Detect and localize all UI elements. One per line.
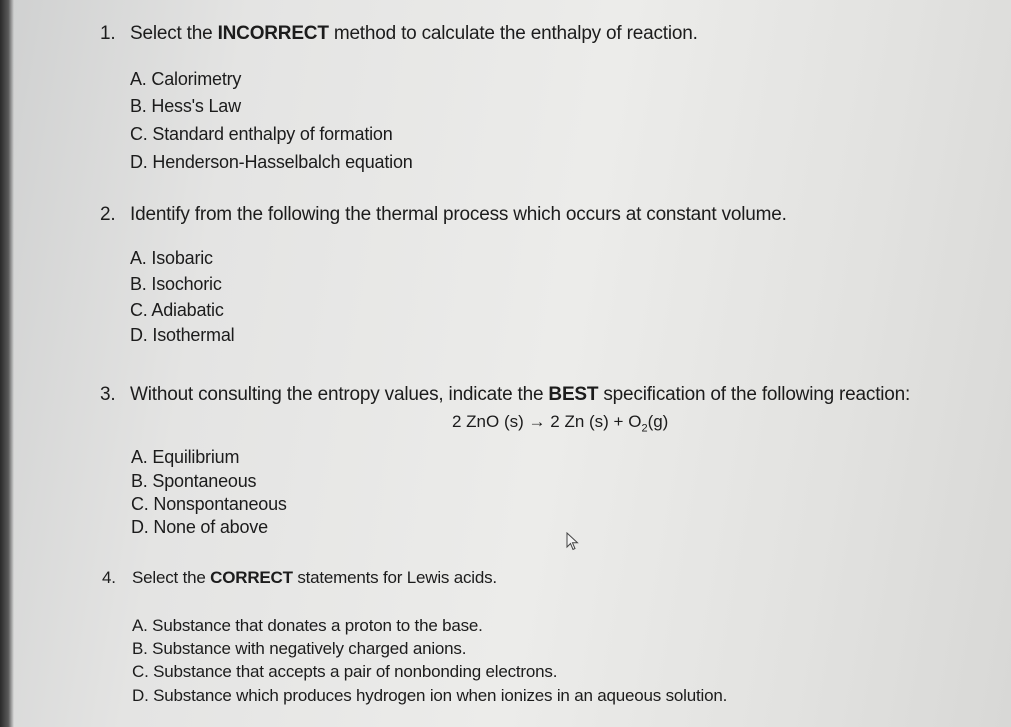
question-1-option-c[interactable]: C. Standard enthalpy of formation <box>130 124 393 144</box>
question-1-option-b[interactable]: B. Hess's Law <box>130 96 241 116</box>
question-2 <box>100 204 787 226</box>
equation-subscript: 2 <box>641 422 648 435</box>
question-emphasis: INCORRECT <box>217 23 329 44</box>
equation-products: 2 Zn (s) + O <box>550 412 642 431</box>
question-3 <box>100 384 910 406</box>
question-4-option-b[interactable]: B. Substance with negatively charged anions. <box>132 639 467 658</box>
question-3-option-c[interactable]: C. Nonspontaneous <box>131 494 287 514</box>
question-4 <box>102 568 497 588</box>
question-2-option-c[interactable]: C. Adiabatic <box>130 300 224 320</box>
question-2-option-d[interactable]: D. Isothermal <box>130 325 235 345</box>
question-1-option-a[interactable]: A. Calorimetry <box>130 69 242 89</box>
equation-state: (g) <box>647 412 669 431</box>
question-1-option-d[interactable]: D. Henderson-Hasselbalch equation <box>130 152 413 172</box>
question-emphasis: CORRECT <box>210 568 293 587</box>
question-number: 1. <box>100 23 116 44</box>
question-emphasis: BEST <box>548 384 599 405</box>
question-text: Select the <box>130 23 218 44</box>
mouse-pointer-icon <box>566 532 580 552</box>
question-number: 3. <box>100 384 116 405</box>
equation-reactant: 2 ZnO (s) <box>452 412 524 431</box>
question-4-option-c[interactable]: C. Substance that accepts a pair of nonbonding electrons. <box>132 662 558 681</box>
reaction-arrow-icon: → <box>528 412 546 431</box>
question-text: Without consulting the entropy values, indicate the <box>130 384 549 405</box>
question-number: 2. <box>100 204 116 225</box>
question-text: Select the <box>132 568 211 587</box>
question-3-option-d[interactable]: D. None of above <box>131 517 268 537</box>
question-text: method to calculate the enthalpy of reaction. <box>328 23 698 44</box>
question-text: statements for Lewis acids. <box>292 568 497 587</box>
question-2-option-b[interactable]: B. Isochoric <box>130 274 222 294</box>
question-2-option-a[interactable]: A. Isobaric <box>130 248 213 268</box>
question-text: specification of the following reaction: <box>598 384 911 405</box>
page-edge-shadow <box>0 0 14 727</box>
question-number: 4. <box>102 568 116 587</box>
question-1 <box>100 23 698 45</box>
question-4-option-a[interactable]: A. Substance that donates a proton to the base. <box>132 616 483 635</box>
question-4-option-d[interactable]: D. Substance which produces hydrogen ion when ionizes in an aqueous solution. <box>132 686 728 705</box>
question-text: Identify from the following the thermal process which occurs at constant volume. <box>130 204 787 225</box>
reaction-equation <box>452 412 668 434</box>
question-3-option-a[interactable]: A. Equilibrium <box>131 447 240 467</box>
question-3-option-b[interactable]: B. Spontaneous <box>131 471 257 491</box>
